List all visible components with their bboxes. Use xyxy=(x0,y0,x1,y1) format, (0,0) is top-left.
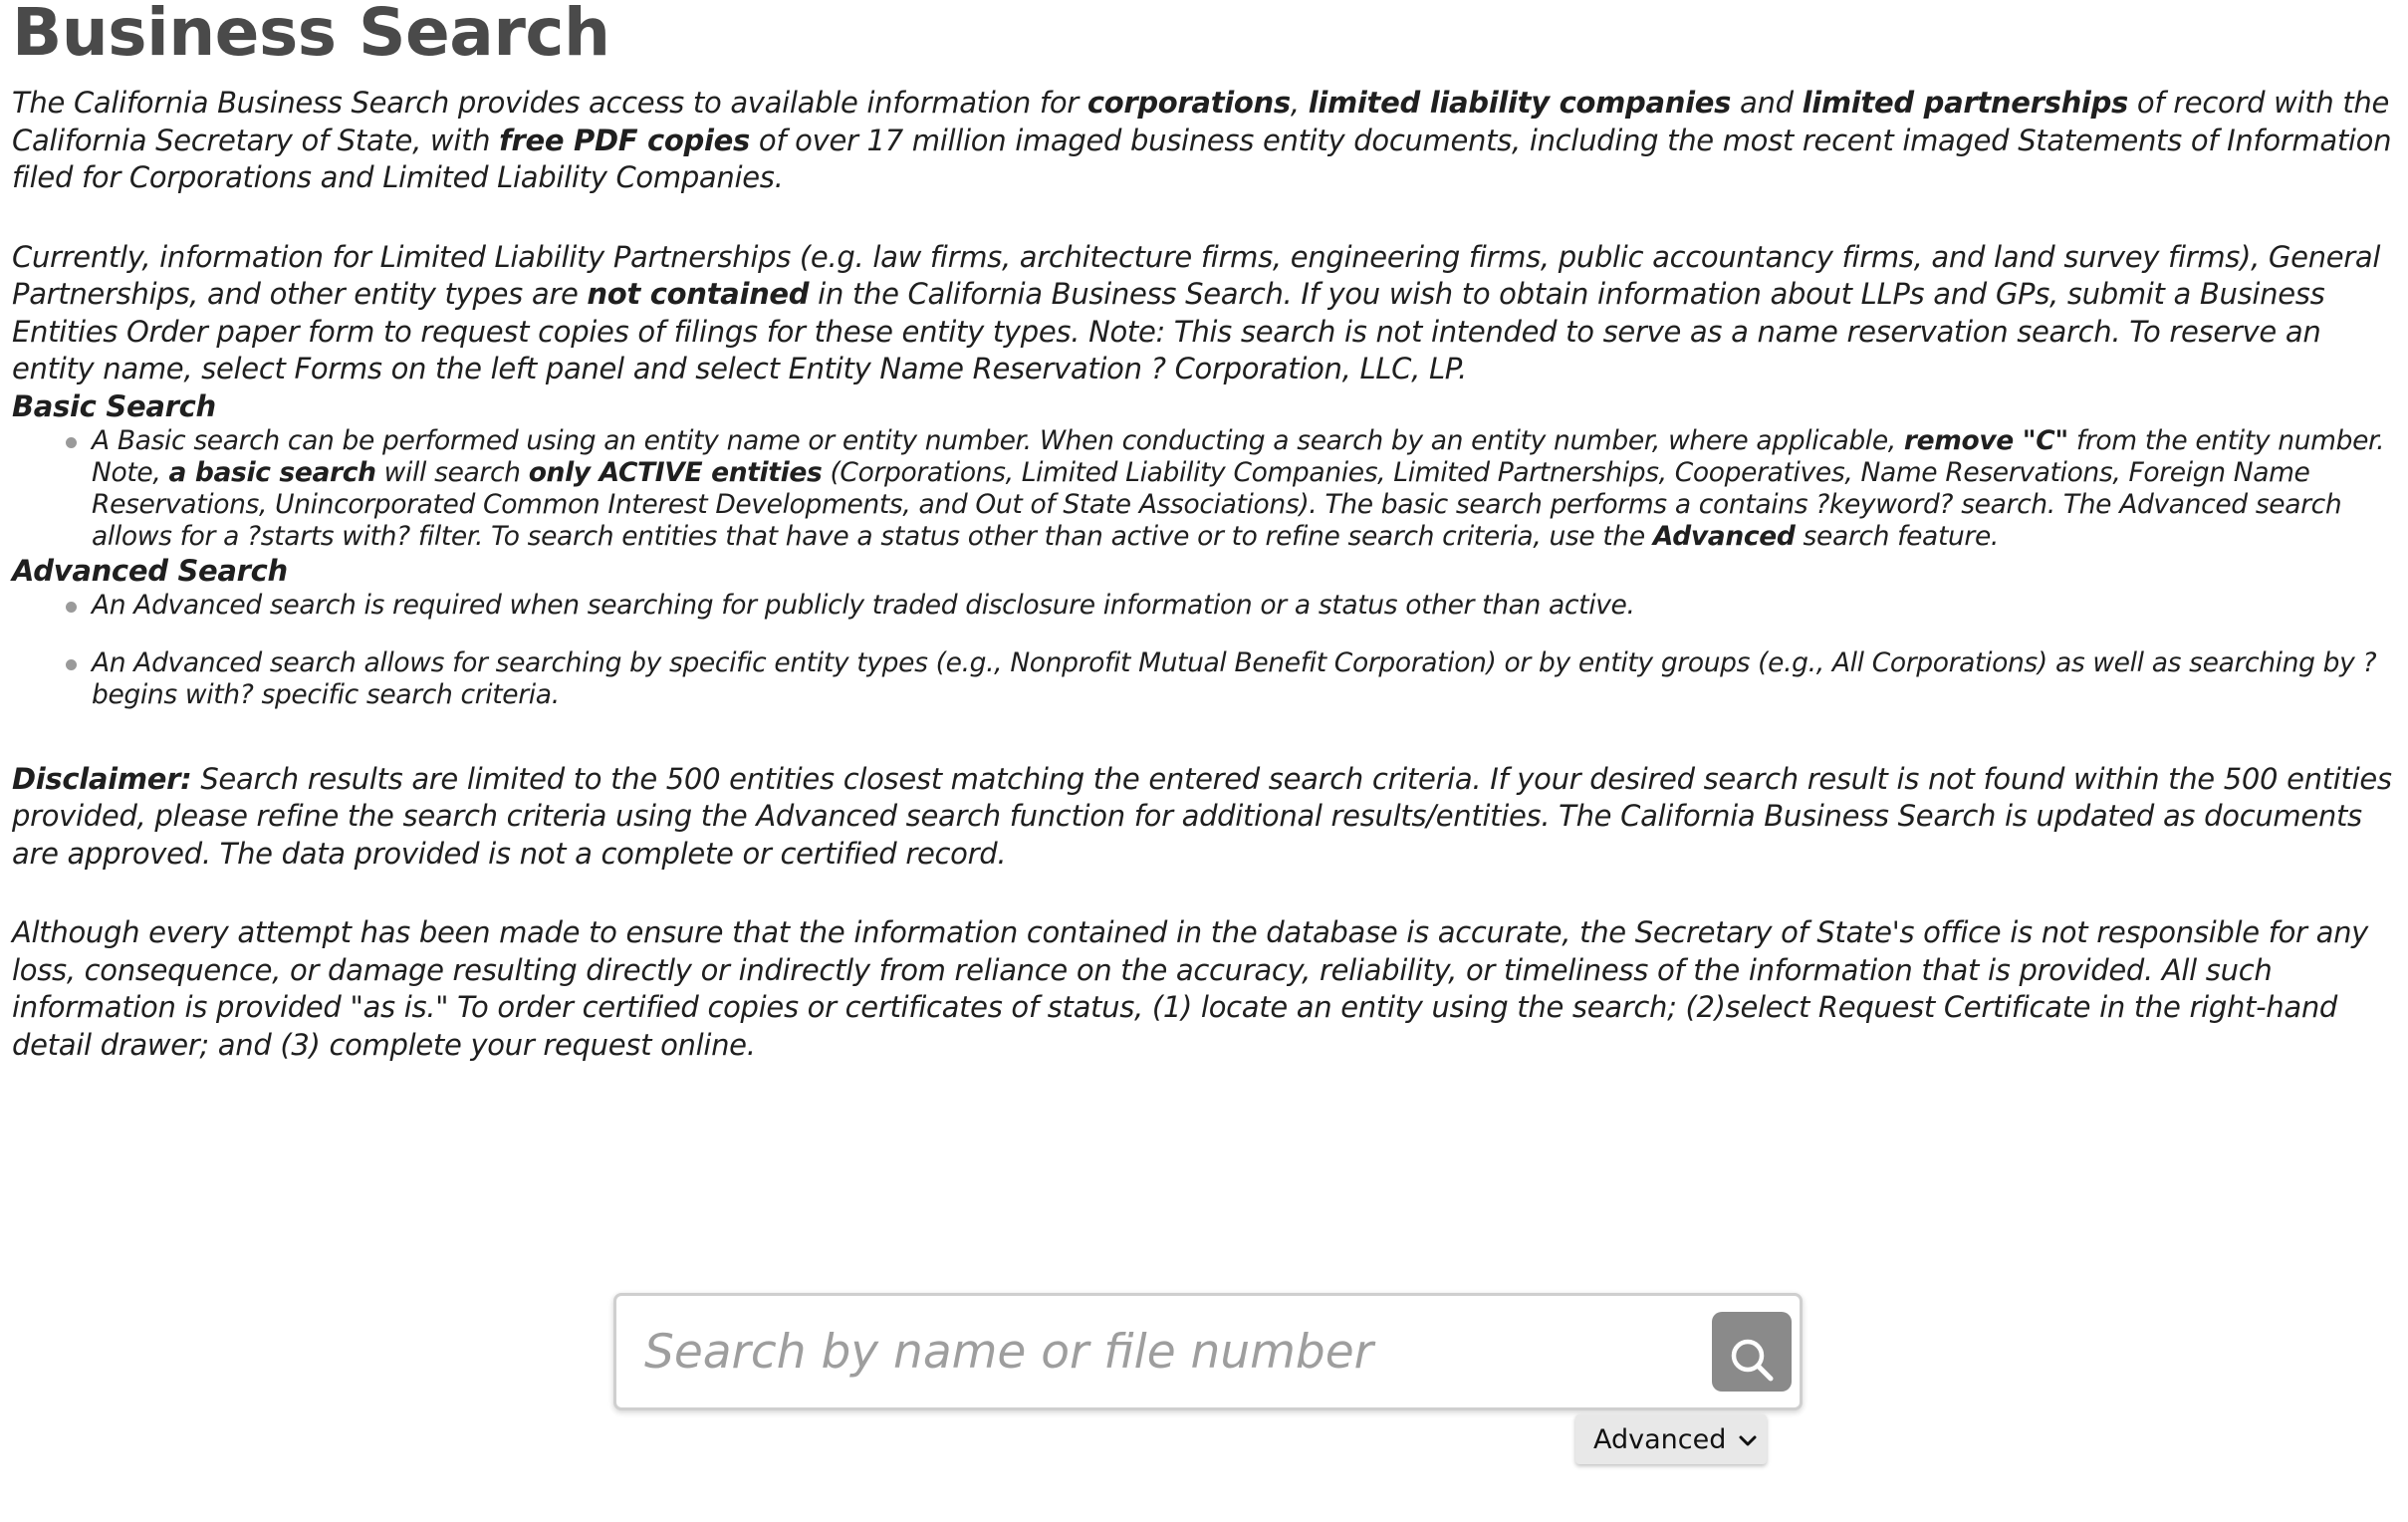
intro-text: The California Business Search provides access to available information for xyxy=(12,86,1087,120)
list-item xyxy=(12,647,2392,711)
search-bar xyxy=(613,1293,1803,1412)
currently-paragraph xyxy=(12,239,2402,388)
basic-bold: Advanced xyxy=(1652,520,1796,552)
search-input[interactable] xyxy=(644,1320,1670,1384)
list-item xyxy=(12,425,2392,553)
basic-bold: remove "C" xyxy=(1903,424,2068,456)
bullet-dot xyxy=(66,659,77,670)
disclaimer-paragraph xyxy=(12,761,2402,874)
intro-text: of record with the California Secretary of State, with xyxy=(12,86,2390,157)
advanced-item-text: An Advanced search is required when searching for publicly traded disclosure information or a status other than active. xyxy=(92,589,1635,621)
search-button[interactable] xyxy=(1712,1312,1792,1392)
advanced-search-list xyxy=(12,590,2402,711)
intro-bold-free-pdf: free PDF copies xyxy=(499,123,750,157)
basic-bold: only ACTIVE entities xyxy=(528,456,823,488)
basic-text: A Basic search can be performed using an entity name or entity number. When conducting a search by an entity number, where applicable, xyxy=(92,424,1904,456)
search-icon xyxy=(1728,1336,1776,1384)
advanced-search-button[interactable] xyxy=(1575,1414,1767,1464)
advanced-item-text: An Advanced search allows for searching by specific entity types (e.g., Nonprofit Mutual Benefit Corporation) or by entity groups (e.g., All Corporations) as well as searching by ?begins with? specific search criteria. xyxy=(92,646,2377,710)
basic-text: will search xyxy=(375,456,529,488)
currently-bold-not-contained: not contained xyxy=(587,277,810,311)
bullet-dot xyxy=(66,437,77,448)
intro-text: and xyxy=(1731,86,1803,120)
currently-text: in the California Business Search. If you wish to obtain information about LLPs and GPs, submit a Business Entities Order paper form to request copies of filings for these entity types. Note: This search is not intended to serve as a name reservation search. To reserve an entity name, select Forms on the left panel and select Entity Name Reservation ? Corporation, LLC, LP. xyxy=(12,277,2325,385)
search-box xyxy=(613,1293,1803,1410)
basic-bold: a basic search xyxy=(168,456,376,488)
although-paragraph: Although every attempt has been made to ensure that the information contained in the database is accurate, the Secretary of State's office is not responsible for any loss, consequence, or damage resulting directly or indirectly from reliance on the accuracy, reliability, or timeliness of the information that is provided. All such information is provided "as is." To order certified copies or certificates of status, (1) locate an entity using the search; (2)select Request Certificate in the right-hand detail drawer; and (3) complete your request online. xyxy=(12,915,2369,1062)
basic-search-heading: Basic Search xyxy=(12,388,216,423)
business-search-page xyxy=(12,0,2402,1064)
currently-text: Currently, information for Limited Liability Partnerships (e.g. law firms, architecture firms, engineering firms, public accountancy firms, and land survey firms), General Partnerships, and other entity types are xyxy=(12,239,2381,311)
chevron-down-icon xyxy=(1738,1424,1758,1455)
basic-text: search feature. xyxy=(1795,520,2000,552)
disclaimer-text: Search results are limited to the 500 entities closest matching the entered search criteria. If your desired search result is not found within the 500 entities provided, please refine the search criteria using the Advanced search function for additional results/entities. The California Business Search is updated as documents are approved. The data provided is not a complete or certified record. xyxy=(12,761,2392,871)
advanced-button-label: Advanced xyxy=(1593,1423,1727,1455)
disclaimer-label: Disclaimer: xyxy=(12,761,192,796)
intro-bold-lp: limited partnerships xyxy=(1802,86,2128,120)
bullet-dot xyxy=(66,602,77,613)
page-title: Business Search xyxy=(12,0,610,71)
intro-text: of over 17 million imaged business entity documents, including the most recent imaged Statements of Information filed for Corporations and Limited Liability Companies. xyxy=(12,123,2392,194)
advanced-search-heading: Advanced Search xyxy=(12,553,288,588)
intro-bold-corporations: corporations xyxy=(1086,86,1291,120)
intro-text: , xyxy=(1290,86,1309,120)
basic-text: from the entity number. Note, xyxy=(92,424,2385,488)
basic-text: (Corporations, Limited Liability Companies, Limited Partnerships, Cooperatives, Name Reservations, Foreign Name Reservations, Unincorporated Common Interest Developments, and Out of State Associations). The basic search performs a contains ?keyword? search. The Advanced search allows for a ?starts with? filter. To search entities that have a status other than active or to refine search criteria, use the xyxy=(92,456,2342,552)
intro-paragraph xyxy=(12,85,2402,197)
intro-bold-llc: limited liability companies xyxy=(1308,86,1732,120)
list-item xyxy=(12,590,2392,622)
basic-search-list xyxy=(12,425,2402,553)
